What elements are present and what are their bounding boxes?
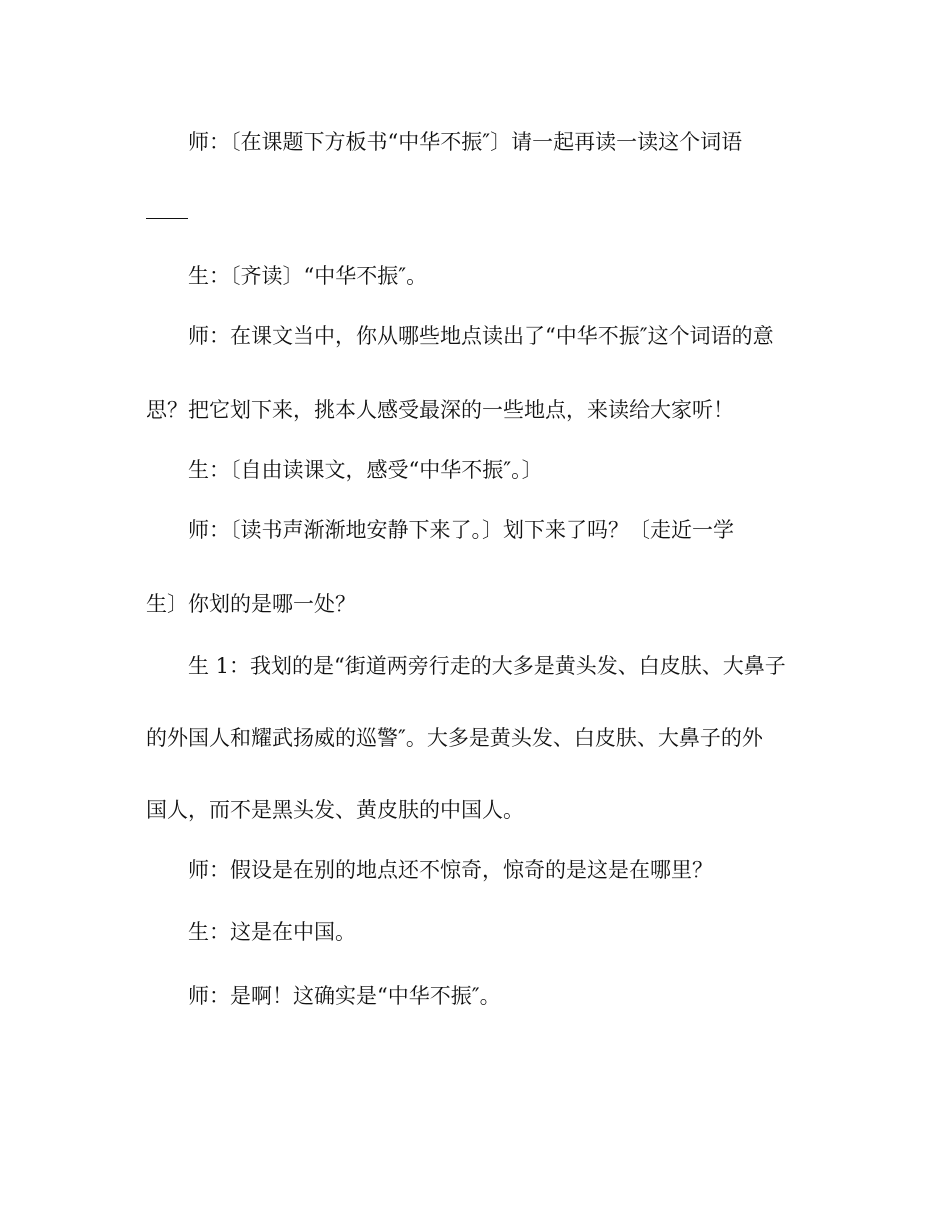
text-line: 师：〔读书声渐渐地安静下来了。〕划下来了吗？〔走近一学	[188, 518, 734, 542]
text-line: 师：在课文当中，你从哪些地点读出了“中华不振″这个词语的意	[188, 324, 774, 348]
blank-underline	[146, 218, 188, 219]
text-line: 生〕你划的是哪一处？	[146, 592, 356, 616]
text-line: 生：〔齐读〕“中华不振″。	[188, 264, 428, 288]
text-line: 生 1：我划的是“街道两旁行走的大多是黄头发、白皮肤、大鼻子	[188, 654, 786, 678]
text-line: 的外国人和耀武扬威的巡警″。大多是黄头发、白皮肤、大鼻子的外	[146, 726, 763, 750]
text-line: 国人，而不是黑头发、黄皮肤的中国人。	[146, 798, 524, 822]
text-line: 师：是啊！这确实是“中华不振″。	[188, 984, 501, 1008]
text-line: 思？把它划下来，挑本人感受最深的一些地点，来读给大家听！	[146, 398, 734, 422]
text-line: 师：假设是在别的地点还不惊奇，惊奇的是这是在哪里？	[188, 858, 713, 882]
text-line: 生：这是在中国。	[188, 920, 356, 944]
text-line: 师：〔在课题下方板书“中华不振″〕请一起再读一读这个词语	[188, 130, 743, 154]
text-line: 生：〔自由读课文，感受“中华不振″。〕	[188, 458, 543, 482]
